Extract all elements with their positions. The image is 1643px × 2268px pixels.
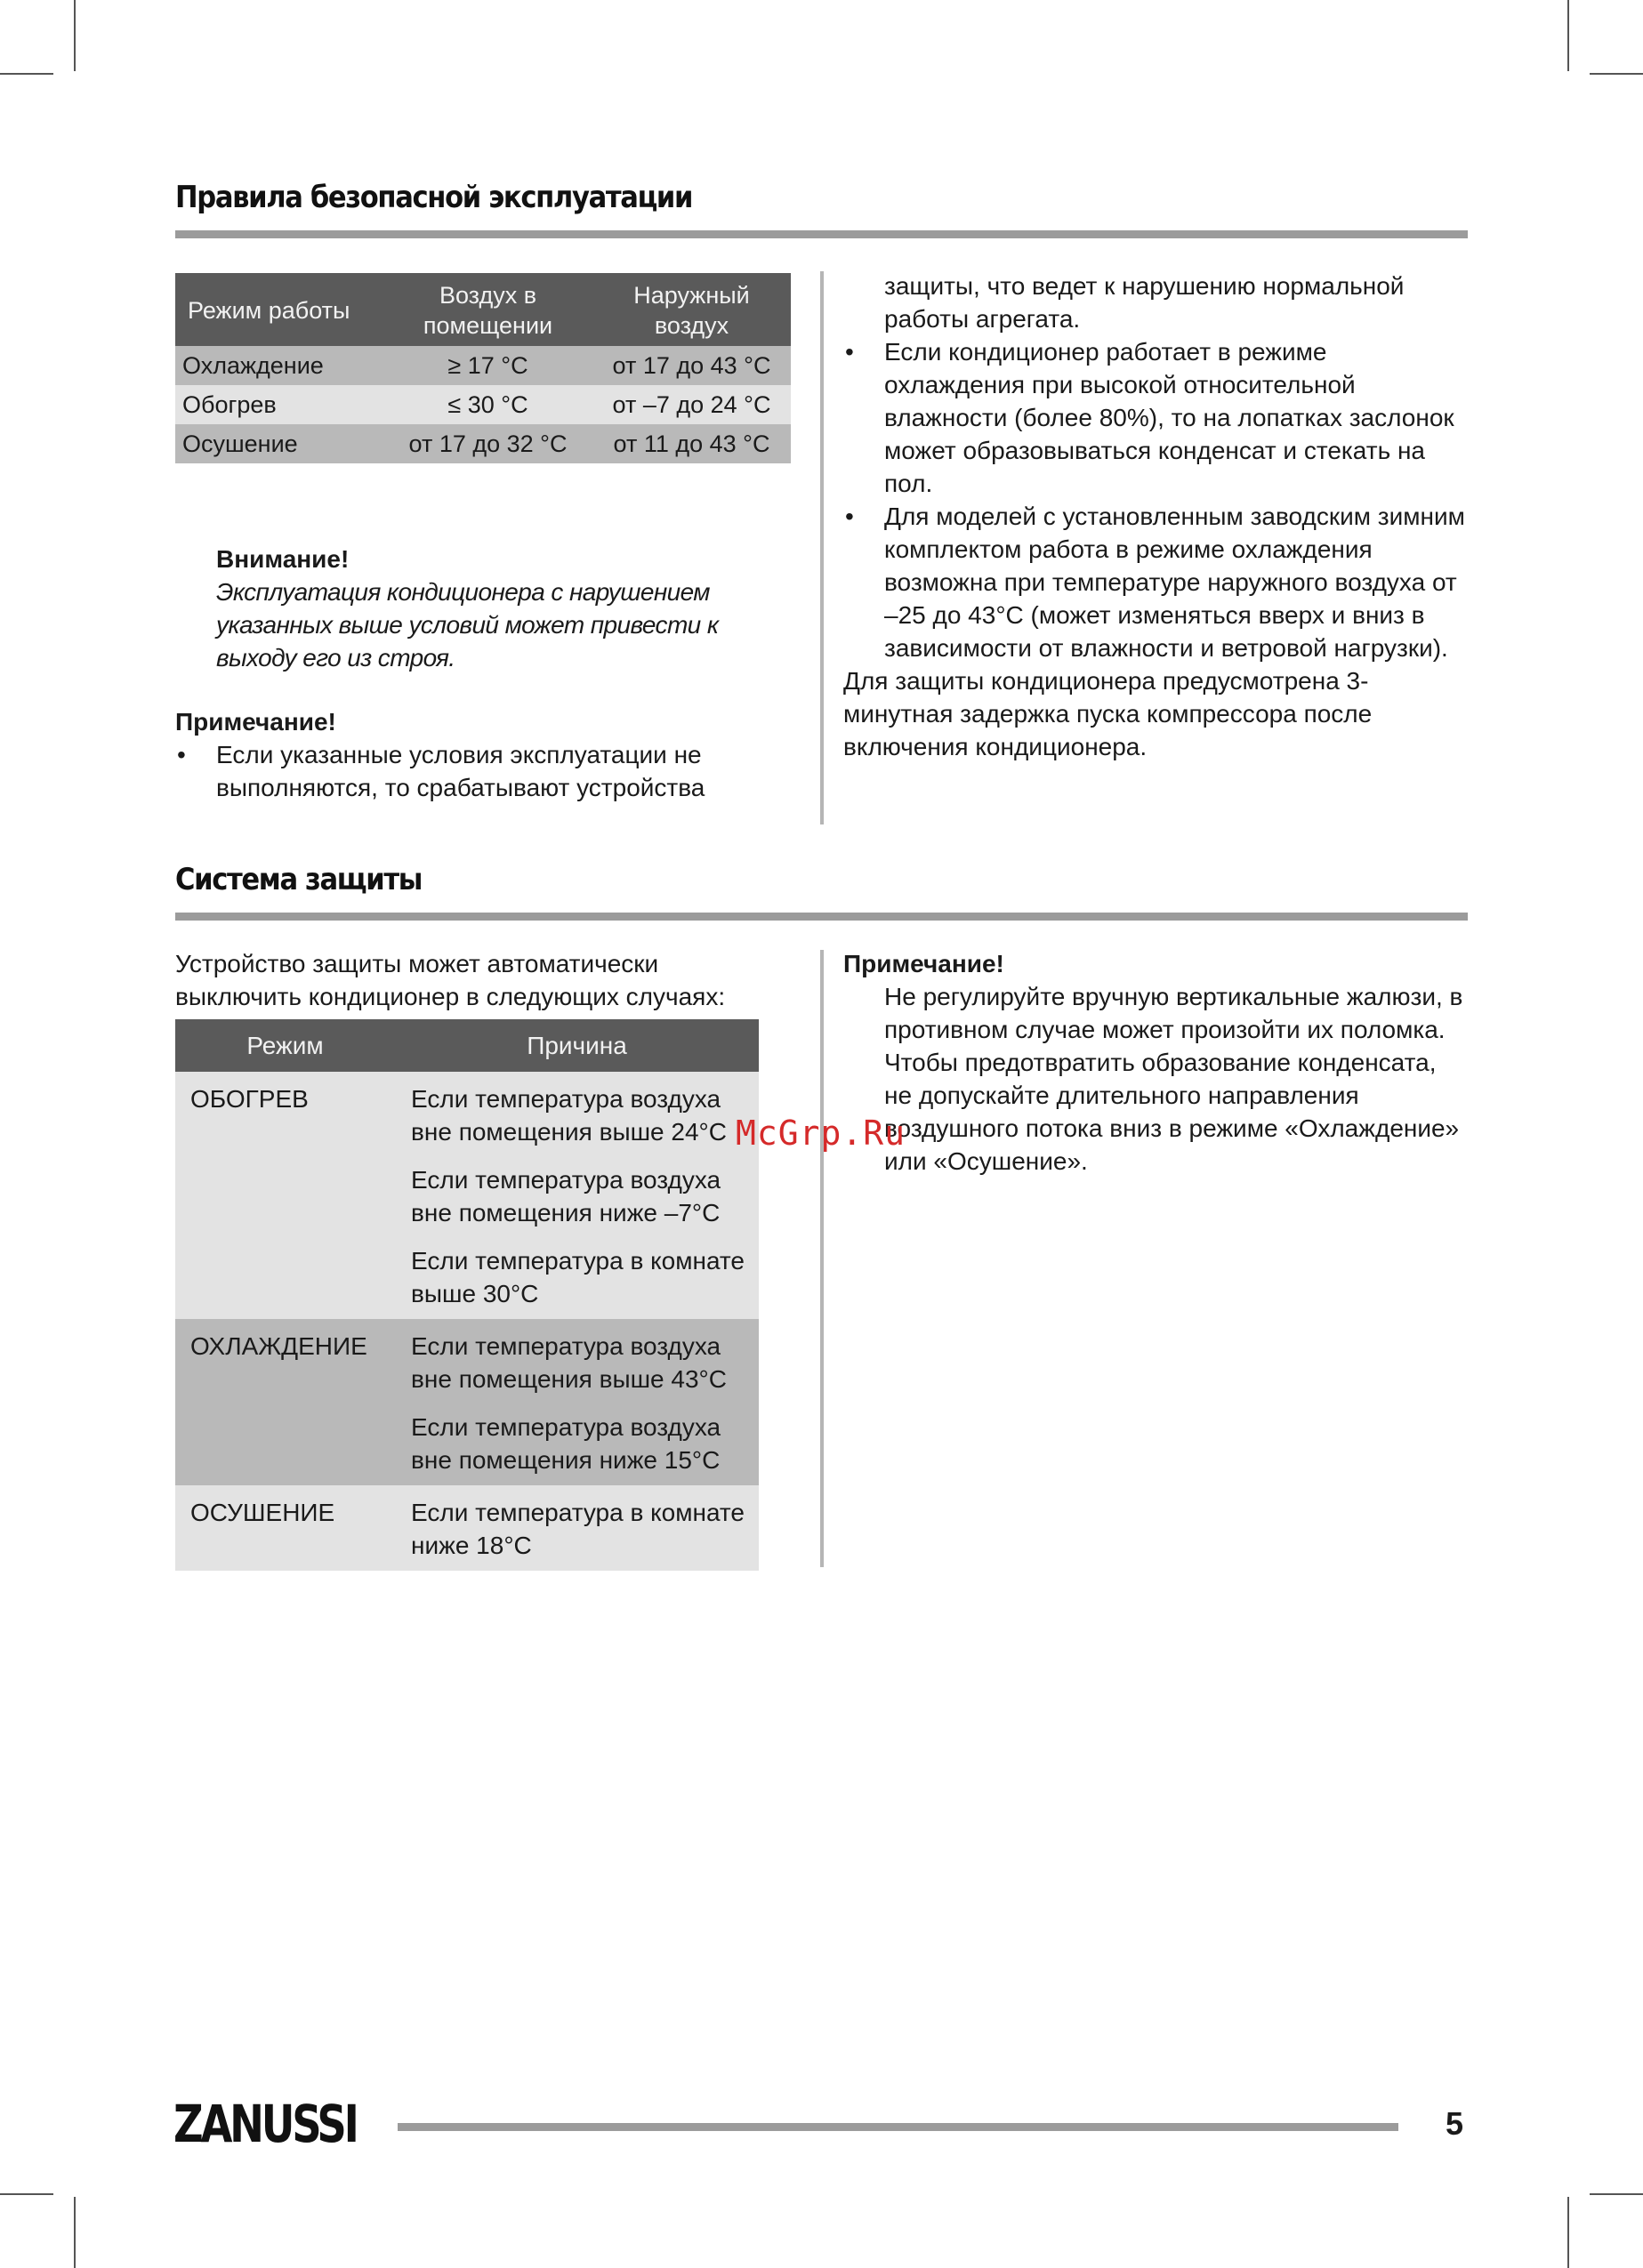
section-title-protection: Система защиты [175, 862, 423, 897]
column-divider [820, 271, 824, 824]
table-row [175, 385, 791, 424]
note-bullet [843, 335, 1470, 500]
note-title: Примечание! [843, 950, 1004, 977]
section-title-safety: Правила безопасной эксплуатации [175, 180, 693, 215]
crop-mark [1567, 2197, 1569, 2268]
crop-mark [0, 73, 53, 75]
table-row [175, 424, 791, 463]
table-row [175, 1485, 759, 1571]
crop-mark [0, 2193, 53, 2195]
crop-mark [74, 2197, 76, 2268]
note-text: Не регулируйте вручную вертикальные жалюзи, в противном случае может произойти их поломка. Чтобы предотвратить образование конденсата, не допускайте длительного направления воздушного потока вниз в режиме «Охлаждение» или «Осушение». [884, 983, 1463, 1175]
table-header: Режим работы [175, 273, 383, 346]
section-rule [175, 913, 1468, 921]
operating-conditions-table [175, 273, 791, 463]
note-bullet [843, 500, 1470, 664]
note-bullet-text: Для моделей с установленным заводским зимним комплектом работа в режиме охлаждения возможна при температуре наружного воздуха от –25 до 43°С (может изменяться вверх и вниз в зависимости от влажности и ветровой нагрузки). [884, 503, 1465, 662]
mode-cell: ОБОГРЕВ [175, 1072, 395, 1319]
mode-cell: ОСУШЕНИЕ [175, 1485, 395, 1571]
compressor-delay-paragraph: Для защиты кондиционера предусмотрена 3-минутная задержка пуска компрессора после включения кондиционера. [843, 667, 1373, 760]
table-cell: Осушение [175, 424, 383, 463]
note-block-right [843, 269, 1470, 763]
section-rule [175, 230, 1468, 238]
reason-item: Если температура воздуха вне помещения ниже –7°С [411, 1166, 721, 1226]
watermark: McGrp.Ru [736, 1114, 906, 1153]
table-row [175, 1319, 759, 1485]
table-cell: от –7 до 24 °C [592, 385, 791, 424]
table-cell: Обогрев [175, 385, 383, 424]
note-bullet-text: Если указанные условия эксплуатации не выполняются, то срабатывают устройства [216, 741, 705, 801]
reason-item: Если температура в комнате ниже 18°С [411, 1499, 745, 1559]
reason-item: Если температура воздуха вне помещения выше 43°С [411, 1332, 727, 1393]
footer-rule [398, 2123, 1398, 2131]
brand-logo: ZANUSSI [173, 2094, 357, 2154]
protection-note [843, 947, 1470, 1178]
note-bullet-text: Если кондиционер работает в режиме охлаждения при высокой относительной влажности (более 80%), то на лопатках заслонок может образовываться конденсат и стекать на пол. [884, 338, 1454, 497]
reasons-cell [395, 1485, 759, 1571]
table-header: Причина [395, 1019, 759, 1072]
table-cell: Охлаждение [175, 346, 383, 385]
note-block-left [175, 705, 780, 804]
table-cell: от 17 до 43 °C [592, 346, 791, 385]
table-cell: ≥ 17 °C [383, 346, 592, 385]
reason-item: Если температура в комнате выше 30°С [411, 1247, 745, 1307]
table-cell: от 17 до 32 °C [383, 424, 592, 463]
table-row [175, 1072, 759, 1319]
mode-cell: ОХЛАЖДЕНИЕ [175, 1319, 395, 1485]
reasons-cell [395, 1319, 759, 1485]
warning-title: Внимание! [216, 545, 350, 573]
crop-mark [1590, 73, 1643, 75]
crop-mark [1590, 2193, 1643, 2195]
note-title: Примечание! [175, 708, 336, 736]
protection-table [175, 1019, 759, 1571]
note-bullet-continuation: защиты, что ведет к нарушению нормальной работы агрегата. [884, 272, 1405, 333]
table-header: Режим [175, 1019, 395, 1072]
table-header: Наружный воздух [592, 273, 791, 346]
protection-intro: Устройство защиты может автоматически выключить кондиционер в следующих случаях: [175, 950, 726, 1010]
page-number: 5 [1446, 2105, 1464, 2142]
reason-item: Если температура воздуха вне помещения ниже 15°С [411, 1413, 721, 1474]
reasons-cell [395, 1072, 759, 1319]
note-bullet [175, 738, 780, 804]
table-header: Воздух в помещении [383, 273, 592, 346]
warning-text: Эксплуатация кондиционера с нарушением указанных выше условий может привести к выходу его из строя. [216, 578, 719, 672]
table-row [175, 346, 791, 385]
crop-mark [1567, 0, 1569, 71]
crop-mark [74, 0, 76, 71]
table-cell: от 11 до 43 °C [592, 424, 791, 463]
table-cell: ≤ 30 °C [383, 385, 592, 424]
warning-block [216, 543, 785, 674]
column-divider [820, 950, 824, 1567]
reason-item: Если температура воздуха вне помещения выше 24°С [411, 1085, 727, 1146]
